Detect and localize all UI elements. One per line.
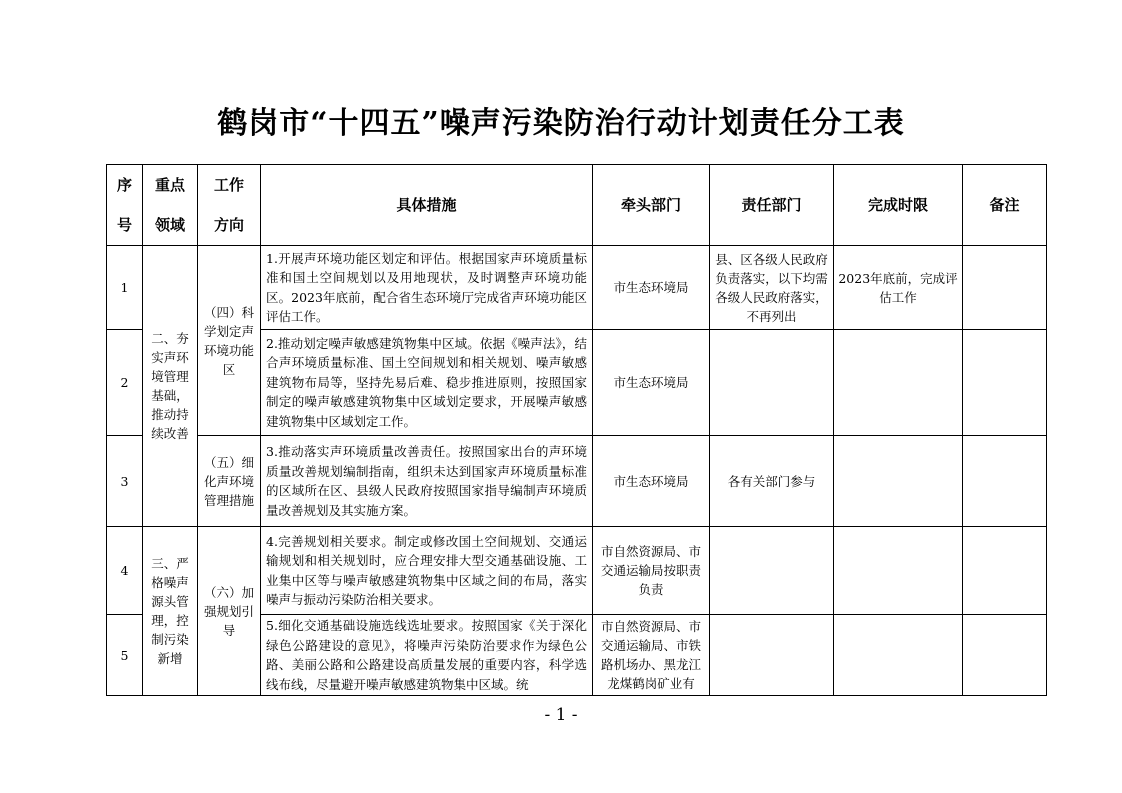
deadline-cell: 2023年底前，完成评估工作 [834, 246, 963, 330]
page-number: - 1 - [544, 705, 578, 725]
responsibility-table [106, 164, 1047, 696]
measure-cell: 1.开展声环境功能区划定和评估。根据国家声环境质量标准和国土空间规划以及用地现状，及时调整声环境功能区。2023年底前，配合省生态环境厅完成省声环境功能区评估工作。 [261, 246, 593, 330]
note-cell [963, 436, 1047, 527]
header-row [107, 165, 1047, 246]
document-title: 鹤岗市“十四五”噪声污染防治行动计划责任分工表 [217, 106, 905, 141]
field-cell: 二、夯实声环境管理基础，推动持续改善 [143, 246, 198, 527]
header-notes: 备注 [963, 165, 1047, 246]
header-direction: 工作 方向 [198, 165, 261, 246]
direction-cell: （六）加强规划引导 [198, 527, 261, 696]
measure-cell: 4.完善规划相关要求。制定或修改国土空间规划、交通运输规划和相关规划时，应合理安排大型交通基础设施、工业集中区等与噪声敏感建筑物集中区域之间的布局，落实噪声与振动污染防治相关要求。 [261, 527, 593, 615]
lead-dept-cell: 市生态环境局 [593, 436, 710, 527]
deadline-cell [834, 330, 963, 436]
deadline-cell [834, 615, 963, 696]
resp-dept-cell [710, 615, 834, 696]
table-row [107, 527, 1047, 615]
header-lead-dept: 牵头部门 [593, 165, 710, 246]
deadline-cell [834, 436, 963, 527]
header-field: 重点 领域 [143, 165, 198, 246]
lead-dept-cell: 市自然资源局、市交通运输局按职责负责 [593, 527, 710, 615]
deadline-cell [834, 527, 963, 615]
table-row [107, 436, 1047, 527]
header-deadline: 完成时限 [834, 165, 963, 246]
measure-cell: 2.推动划定噪声敏感建筑物集中区域。依据《噪声法》，结合声环境质量标准、国土空间规划和相关规划、噪声敏感建筑物布局等，坚持先易后难、稳步推进原则，按照国家制定的噪声敏感建筑物集中区域划定要求，开展噪声敏感建筑物集中区域划定工作。 [261, 330, 593, 436]
direction-cell: （四）科学划定声环境功能区 [198, 246, 261, 436]
header-measures: 具体措施 [261, 165, 593, 246]
lead-dept-cell: 市生态环境局 [593, 246, 710, 330]
lead-dept-cell: 市自然资源局、市交通运输局、市铁路机场办、黑龙江龙煤鹤岗矿业有 [593, 615, 710, 696]
resp-dept-cell: 县、区各级人民政府负责落实，以下均需各级人民政府落实，不再列出 [710, 246, 834, 330]
measure-cell: 5.细化交通基础设施选线选址要求。按照国家《关于深化绿色公路建设的意见》，将噪声污染防治要求作为绿色公路、美丽公路和公路建设高质量发展的重要内容，科学选线布线，尽量避开噪声敏感建筑物集中区域。统 [261, 615, 593, 696]
resp-dept-cell [710, 527, 834, 615]
resp-dept-cell: 各有关部门参与 [710, 436, 834, 527]
lead-dept-cell: 市生态环境局 [593, 330, 710, 436]
direction-cell: （五）细化声环境管理措施 [198, 436, 261, 527]
table-row [107, 246, 1047, 330]
header-seq: 序 号 [107, 165, 143, 246]
note-cell [963, 615, 1047, 696]
row-seq: 5 [107, 615, 143, 696]
note-cell [963, 527, 1047, 615]
measure-cell: 3.推动落实声环境质量改善责任。按照国家出台的声环境质量改善规划编制指南，组织未达到国家声环境质量标准的区域所在区、县级人民政府按照国家指导编制声环境质量改善规划及其实施方案。 [261, 436, 593, 527]
note-cell [963, 330, 1047, 436]
row-seq: 1 [107, 246, 143, 330]
note-cell [963, 246, 1047, 330]
row-seq: 4 [107, 527, 143, 615]
header-resp-dept: 责任部门 [710, 165, 834, 246]
field-cell: 三、严格噪声源头管理，控制污染新增 [143, 527, 198, 696]
row-seq: 2 [107, 330, 143, 436]
resp-dept-cell [710, 330, 834, 436]
row-seq: 3 [107, 436, 143, 527]
